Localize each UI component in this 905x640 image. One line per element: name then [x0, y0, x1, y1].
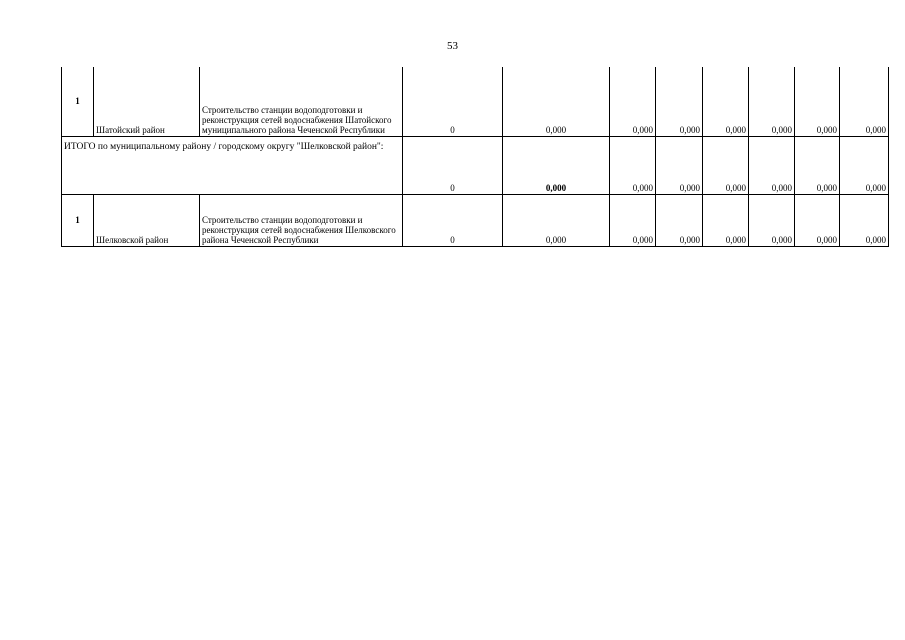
total-row — [62, 137, 889, 195]
total-cell: 0,000 — [503, 67, 610, 137]
value-cell: 0,000 — [840, 67, 889, 137]
page-number: 53 — [447, 40, 458, 52]
value-cell: 0,000 — [610, 195, 656, 247]
value-cell: 0,000 — [840, 195, 889, 247]
count-cell: 0 — [403, 137, 503, 195]
value-cell: 0,000 — [656, 67, 703, 137]
total-label: ИТОГО по муниципальному району / городскому округу "Шелковской район": — [62, 137, 403, 195]
value-cell: 0,000 — [656, 195, 703, 247]
value-cell: 0,000 — [610, 137, 656, 195]
value-cell: 0,000 — [703, 137, 749, 195]
value-cell: 0,000 — [703, 195, 749, 247]
total-cell: 0,000 — [503, 195, 610, 247]
value-cell: 0,000 — [610, 67, 656, 137]
district-name: Шатойский район — [94, 67, 200, 137]
row-number: 1 — [62, 67, 94, 137]
district-name: Шелковской район — [94, 195, 200, 247]
value-cell: 0,000 — [749, 67, 795, 137]
table-row — [62, 195, 889, 247]
count-cell: 0 — [403, 195, 503, 247]
budget-table — [61, 67, 889, 247]
value-cell: 0,000 — [703, 67, 749, 137]
value-cell: 0,000 — [656, 137, 703, 195]
count-cell: 0 — [403, 67, 503, 137]
row-number: 1 — [62, 195, 94, 247]
value-cell: 0,000 — [840, 137, 889, 195]
value-cell: 0,000 — [795, 137, 840, 195]
value-cell: 0,000 — [795, 195, 840, 247]
project-description: Строительство станции водоподготовки и реконструкция сетей водоснабжения Шелковского района Чеченской Республики — [200, 195, 403, 247]
total-cell: 0,000 — [503, 137, 610, 195]
project-description: Строительство станции водоподготовки и реконструкция сетей водоснабжения Шатойского муниципального района Чеченской Республики — [200, 67, 403, 137]
value-cell: 0,000 — [795, 67, 840, 137]
table-row — [62, 67, 889, 137]
value-cell: 0,000 — [749, 137, 795, 195]
value-cell: 0,000 — [749, 195, 795, 247]
